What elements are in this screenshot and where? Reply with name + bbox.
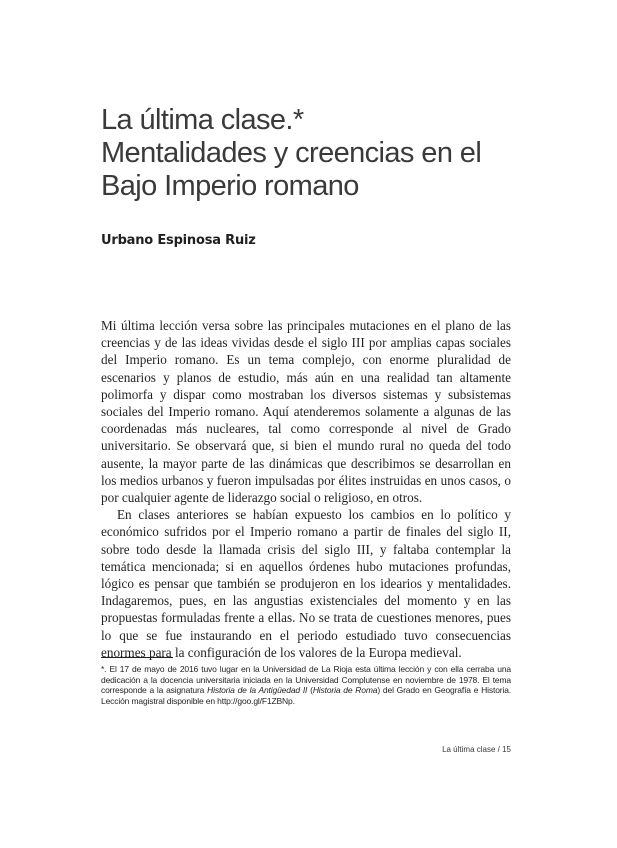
- running-footer: La última clase / 15: [442, 745, 511, 754]
- footnote-text: *. El 17 de mayo de 2016 tuvo lugar en la Universidad de La Rioja esta última lección y con ella cerraba una dedicación a la docencia universitaria iniciada en la Universidad Complutense en noviembre de 1978. El tema corresponde a la asignatura: [101, 664, 511, 696]
- author-name: Urbano Espinosa Ruiz: [101, 233, 256, 248]
- article-body: [101, 317, 511, 661]
- article-title: [101, 104, 541, 203]
- footnote-text: ) del Grado en Geografía e Historia. Lección magistral disponible en http://goo.gl/F1ZBNp.: [101, 685, 511, 706]
- title-line: Mentalidades y creencias en el: [101, 137, 482, 169]
- title-line: Bajo Imperio romano: [101, 170, 359, 202]
- footnote-text: (: [307, 685, 313, 696]
- body-paragraph: Mi última lección versa sobre las principales mutaciones en el plano de las creencias y de las ideas vividas desde el siglo III por amplias capas sociales del Imperio romano. Es un tema complejo, con enorme pluralidad de escenarios y planos de estudio, más aún en una realidad tan altamente polimorfa y dispar como mostraban los diversos sistemas y subsistemas sociales del Imperio romano. Aquí atenderemos solamente a algunas de las coordenadas más nucleares, tal como corresponde al nivel de Grado universitario. Se observará que, si bien el mundo rural no queda del todo ausente, la mayor parte de las dinámicas que describimos se desarrollan en los medios urbanos y fueron impulsadas por élites instruidas en unos casos, o por cualquier agente de liderazgo social o religioso, en otros.: [101, 318, 511, 506]
- footnote: [101, 664, 511, 706]
- footnote-course-title: Historia de la Antigüedad II: [207, 685, 308, 696]
- body-paragraph: En clases anteriores se habían expuesto los cambios en lo político y económico sufridos por el Imperio romano a partir de finales del siglo II, sobre todo desde la llamada crisis del siglo III, y faltaba contemplar la temática mencionada; si en aquellos órdenes hubo mutaciones profundas, lógico es pensar que también se produjeron en los idearios y mentalidades. Indagaremos, pues, en las angustias existenciales del momento y en las propuestas formuladas frente a ellas. No se trata de cuestiones menores, pues lo que se fue instaurando en el periodo estudiado tuvo consecuencias enormes para la configuración de los valores de la Europa medieval.: [101, 507, 511, 660]
- footnote-course-subtitle: Historia de Roma: [312, 685, 378, 696]
- footnote-rule: [101, 657, 173, 658]
- title-line: La última clase.*: [101, 104, 304, 136]
